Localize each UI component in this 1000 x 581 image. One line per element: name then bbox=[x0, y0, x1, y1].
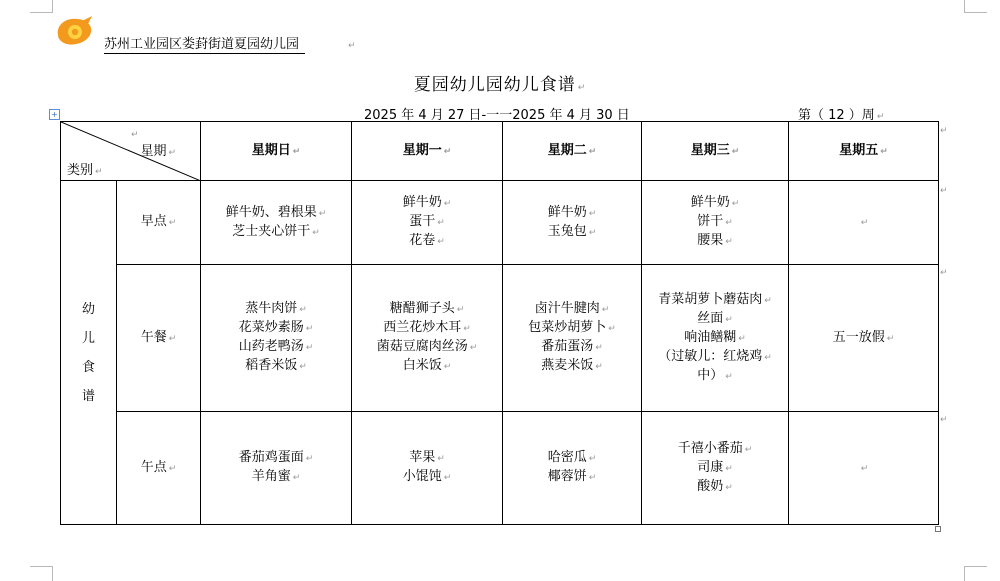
menu-item: 响油鳝糊 ↵ bbox=[684, 329, 746, 345]
menu-item: 羊角蜜 ↵ bbox=[251, 469, 301, 484]
meal-row bbox=[61, 265, 939, 412]
menu-item: 中） ↵ bbox=[697, 367, 733, 383]
menu-item: 丝面 ↵ bbox=[697, 310, 733, 326]
menu-item: 稻香米饭 ↵ bbox=[245, 358, 307, 373]
menu-item: 番茄蛋汤 ↵ bbox=[541, 339, 603, 354]
meal-row bbox=[61, 412, 939, 525]
menu-item: 鲜牛奶 ↵ bbox=[690, 195, 740, 210]
paragraph-mark: ↵ bbox=[940, 186, 948, 196]
menu-item: 蒸牛肉饼 ↵ bbox=[245, 301, 307, 316]
menu-item: 椰蓉饼 ↵ bbox=[547, 469, 597, 484]
page-corner-mark bbox=[30, 0, 53, 13]
menu-cell bbox=[503, 412, 642, 525]
menu-cell bbox=[789, 412, 939, 525]
table-resize-handle[interactable] bbox=[935, 526, 941, 532]
menu-item: 哈密瓜 ↵ bbox=[547, 450, 597, 465]
header-row bbox=[61, 122, 939, 181]
day-header: 星期五 ↵ bbox=[789, 122, 939, 181]
school-name: 苏州工业园区娄葑街道夏园幼儿园 bbox=[104, 37, 305, 54]
menu-item: 千禧小番茄 ↵ bbox=[677, 440, 753, 456]
menu-cell bbox=[352, 265, 503, 412]
page-corner-mark bbox=[30, 566, 53, 581]
menu-cell bbox=[201, 412, 352, 525]
menu-cell bbox=[201, 265, 352, 412]
menu-item: 小馄饨 ↵ bbox=[402, 469, 452, 484]
menu-cell bbox=[201, 181, 352, 265]
meal-name: 早点 ↵ bbox=[117, 181, 201, 265]
menu-item: 花卷 ↵ bbox=[409, 233, 445, 248]
menu-item: 苹果 ↵ bbox=[409, 450, 445, 465]
menu-item: 酸奶 ↵ bbox=[697, 478, 733, 494]
menu-cell bbox=[789, 265, 939, 412]
day-header: 星期日 ↵ bbox=[201, 122, 352, 181]
menu-item: 花菜炒素肠 ↵ bbox=[238, 320, 314, 335]
paragraph-mark: ↵ bbox=[940, 126, 948, 136]
day-header: 星期二 ↵ bbox=[503, 122, 642, 181]
menu-item: 青菜胡萝卜蘑菇肉 ↵ bbox=[658, 291, 772, 307]
page-corner-mark bbox=[964, 566, 987, 581]
menu-item: 腰果 ↵ bbox=[697, 233, 733, 248]
day-header: 星期三 ↵ bbox=[642, 122, 789, 181]
menu-item: 卤汁牛腱肉 ↵ bbox=[534, 301, 610, 316]
menu-item: 蛋干 ↵ bbox=[409, 214, 445, 229]
menu-cell bbox=[642, 181, 789, 265]
menu-item: 山药老鸭汤 ↵ bbox=[238, 339, 314, 354]
meal-row bbox=[61, 181, 939, 265]
menu-cell bbox=[503, 265, 642, 412]
menu-item: 番茄鸡蛋面 ↵ bbox=[238, 450, 314, 465]
page-title: 夏园幼儿园幼儿食谱 ↵ bbox=[413, 75, 587, 95]
menu-cell bbox=[352, 412, 503, 525]
menu-item: 鲜牛奶 ↵ bbox=[547, 204, 597, 220]
paragraph-mark: ↵ bbox=[940, 415, 948, 425]
menu-item: 饼干 ↵ bbox=[697, 214, 733, 229]
menu-item: 包菜炒胡萝卜 ↵ bbox=[528, 320, 616, 335]
page-corner-mark bbox=[964, 0, 987, 13]
corner-cell: ↵ 星期 ↵ 类别 ↵ bbox=[61, 122, 201, 181]
menu-item: 燕麦米饭 ↵ bbox=[541, 358, 603, 373]
meal-name: 午点 ↵ bbox=[117, 412, 201, 525]
paragraph-mark: ↵ bbox=[860, 463, 869, 474]
menu-item: 玉兔包 ↵ bbox=[547, 223, 597, 239]
week-number: 第（ 12 ）周 ↵ bbox=[798, 108, 885, 123]
menu-item: 五一放假 ↵ bbox=[832, 329, 895, 345]
category-axis-label: 类别 ↵ bbox=[67, 163, 103, 178]
school-logo-icon bbox=[54, 15, 96, 49]
menu-cell bbox=[642, 265, 789, 412]
menu-item: 菌菇豆腐肉丝汤 ↵ bbox=[376, 339, 478, 354]
paragraph-mark: ↵ bbox=[940, 268, 948, 278]
move-handle-icon[interactable]: + bbox=[49, 109, 60, 120]
menu-cell bbox=[503, 181, 642, 265]
menu-item: 司康 ↵ bbox=[697, 459, 733, 475]
menu-cell bbox=[642, 412, 789, 525]
menu-cell bbox=[789, 181, 939, 265]
menu-item: 鲜牛奶、碧根果 ↵ bbox=[225, 204, 327, 220]
menu-item: 鲜牛奶 ↵ bbox=[402, 195, 452, 210]
paragraph-mark: ↵ bbox=[860, 218, 869, 228]
menu-item: 芝士夹心饼干 ↵ bbox=[232, 223, 320, 239]
paragraph-mark: ↵ bbox=[348, 41, 356, 51]
menu-cell bbox=[352, 181, 503, 265]
menu-item: （过敏儿：红烧鸡 ↵ bbox=[658, 348, 772, 364]
menu-table bbox=[60, 121, 939, 525]
day-axis-label: 星期 ↵ bbox=[140, 144, 176, 159]
group-label: 幼 儿 食 谱 bbox=[61, 181, 117, 525]
meal-name: 午餐 ↵ bbox=[117, 265, 201, 412]
date-range: 2025 年 4 月 27 日-一一2025 年 4 月 30 日 bbox=[364, 108, 630, 123]
menu-item: 白米饭 ↵ bbox=[402, 358, 452, 373]
day-header: 星期一 ↵ bbox=[352, 122, 503, 181]
menu-item: 西兰花炒木耳 ↵ bbox=[383, 320, 471, 335]
menu-item: 糖醋狮子头 ↵ bbox=[389, 301, 465, 316]
